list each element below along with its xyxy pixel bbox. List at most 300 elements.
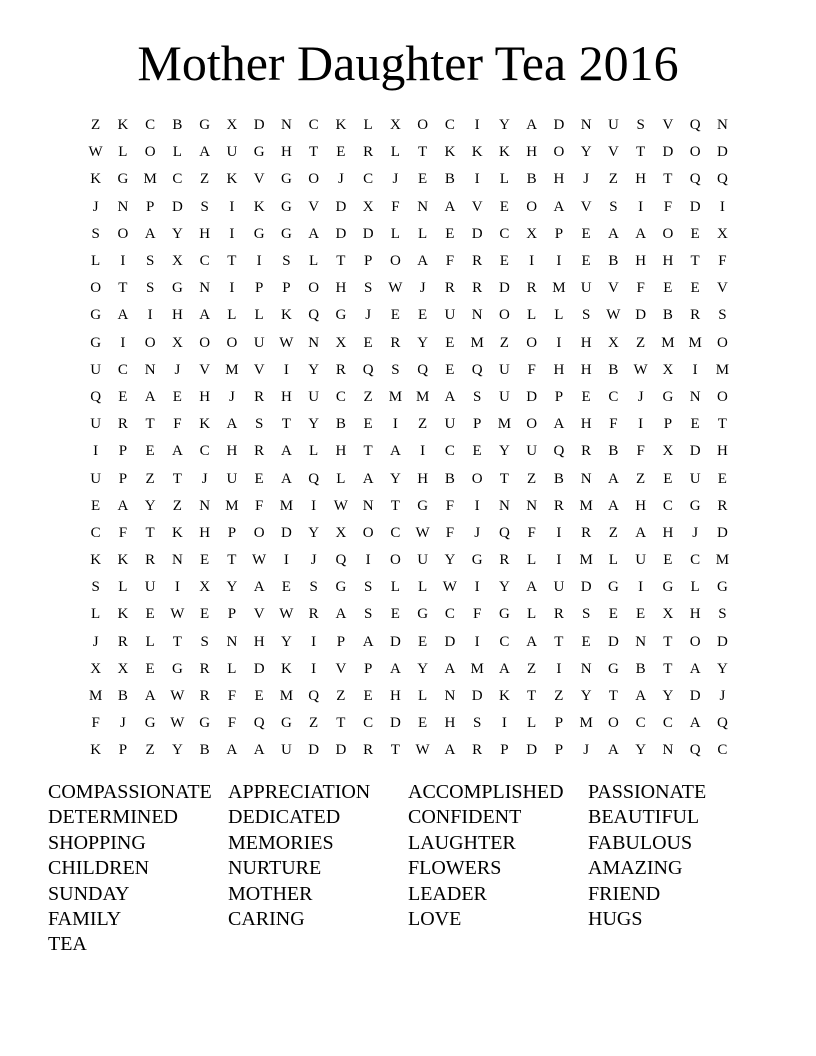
grid-letter: M xyxy=(661,334,675,351)
grid-letter: Q xyxy=(362,361,374,378)
grid-letter: D xyxy=(662,144,674,161)
grid-letter: J xyxy=(474,524,481,541)
grid-letter: R xyxy=(526,280,537,297)
grid-letter: J xyxy=(719,688,726,705)
grid-letter: L xyxy=(390,579,400,596)
grid-letter: I xyxy=(120,334,126,351)
grid-letter: U xyxy=(90,470,102,487)
grid-letter: D xyxy=(253,660,265,677)
grid-letter: Y xyxy=(498,579,510,596)
grid-letter: H xyxy=(662,524,674,541)
grid-letter: D xyxy=(444,633,456,650)
grid-letter: O xyxy=(226,334,238,351)
grid-letter: S xyxy=(609,198,618,215)
grid-letter: I xyxy=(311,497,317,514)
word-search-grid xyxy=(82,112,736,765)
grid-letter: H xyxy=(553,361,565,378)
grid-letter: E xyxy=(390,307,400,324)
grid-letter: I xyxy=(392,416,398,433)
grid-row xyxy=(82,330,736,357)
grid-letter: F xyxy=(227,688,237,705)
grid-letter: X xyxy=(716,225,728,242)
grid-letter: A xyxy=(526,633,538,650)
grid-letter: Z xyxy=(309,715,319,732)
grid-letter: X xyxy=(607,334,619,351)
grid-letter: W xyxy=(415,742,430,759)
grid-letter: R xyxy=(690,307,701,324)
grid-letter: W xyxy=(88,144,103,161)
grid-letter: E xyxy=(472,443,482,460)
grid-letter: D xyxy=(171,198,183,215)
grid-letter: B xyxy=(117,688,128,705)
grid-letter: H xyxy=(662,253,674,270)
grid-letter: O xyxy=(526,416,538,433)
grid-letter: T xyxy=(336,253,346,270)
grid-letter: M xyxy=(579,715,593,732)
grid-letter: R xyxy=(117,633,128,650)
grid-letter: F xyxy=(391,198,400,215)
grid-letter: A xyxy=(607,470,619,487)
grid-letter: T xyxy=(527,688,537,705)
grid-letter: C xyxy=(199,253,210,270)
grid-letter: O xyxy=(90,280,102,297)
grid-letter: P xyxy=(118,443,128,460)
grid-letter: L xyxy=(390,225,400,242)
grid-row xyxy=(82,465,736,492)
grid-letter: G xyxy=(662,388,674,405)
grid-letter: V xyxy=(253,606,265,623)
grid-letter: L xyxy=(309,443,319,460)
grid-letter: Q xyxy=(253,715,265,732)
grid-letter: O xyxy=(117,225,129,242)
grid-letter: C xyxy=(635,715,646,732)
grid-letter: L xyxy=(227,307,237,324)
grid-letter: U xyxy=(580,280,592,297)
grid-letter: E xyxy=(363,334,373,351)
grid-letter: C xyxy=(308,117,319,134)
grid-letter: N xyxy=(117,198,129,215)
grid-letter: H xyxy=(171,307,183,324)
grid-letter: T xyxy=(418,144,428,161)
grid-letter: P xyxy=(554,715,564,732)
word-list-item: CARING xyxy=(228,907,305,930)
grid-letter: P xyxy=(227,524,237,541)
grid-row xyxy=(82,547,736,574)
page-title: Mother Daughter Tea 2016 xyxy=(137,35,679,91)
grid-letter: L xyxy=(309,253,319,270)
grid-letter: I xyxy=(174,579,180,596)
grid-letter: T xyxy=(172,470,182,487)
grid-letter: H xyxy=(335,443,347,460)
grid-letter: W xyxy=(333,497,348,514)
word-list-item: COMPASSIONATE xyxy=(48,781,212,803)
grid-letter: C xyxy=(363,715,374,732)
grid-letter: H xyxy=(635,171,647,188)
grid-letter: O xyxy=(308,280,320,297)
grid-letter: M xyxy=(279,497,294,514)
grid-letter: J xyxy=(583,742,590,759)
grid-letter: M xyxy=(143,171,157,188)
grid-letter: I xyxy=(474,117,480,134)
grid-letter: B xyxy=(199,742,210,759)
grid-letter: I xyxy=(501,715,507,732)
grid-letter: T xyxy=(172,633,182,650)
grid-letter: O xyxy=(308,171,320,188)
grid-letter: K xyxy=(226,171,238,188)
grid-letter: G xyxy=(417,606,429,623)
word-list-item: BEAUTIFUL xyxy=(588,806,700,829)
grid-letter: A xyxy=(253,742,265,759)
grid-letter: J xyxy=(201,470,208,487)
grid-letter: A xyxy=(199,144,211,161)
word-list-item: FRIEND xyxy=(588,882,661,905)
grid-letter: S xyxy=(145,280,155,297)
grid-letter: E xyxy=(200,552,210,569)
grid-letter: O xyxy=(471,470,483,487)
grid-letter: A xyxy=(607,497,619,514)
grid-letter: V xyxy=(253,361,265,378)
grid-letter: C xyxy=(444,606,455,623)
grid-letter: S xyxy=(636,117,645,134)
grid-letter: C xyxy=(117,361,128,378)
grid-letter: O xyxy=(553,144,565,161)
grid-letter: E xyxy=(581,633,591,650)
grid-letter: E xyxy=(418,307,428,324)
grid-letter: R xyxy=(363,742,374,759)
grid-letter: E xyxy=(690,416,700,433)
grid-letter: Q xyxy=(689,171,701,188)
grid-letter: D xyxy=(335,198,347,215)
grid-letter: T xyxy=(663,171,673,188)
grid-letter: N xyxy=(716,117,728,134)
word-list-item: CHILDREN xyxy=(48,857,150,880)
grid-letter: P xyxy=(282,280,291,297)
grid-letter: N xyxy=(308,334,320,351)
grid-letter: M xyxy=(552,280,566,297)
grid-letter: G xyxy=(689,497,701,514)
word-list-item: MEMORIES xyxy=(228,831,334,854)
grid-letter: Q xyxy=(335,552,347,569)
grid-letter: Y xyxy=(716,660,728,677)
grid-letter: L xyxy=(390,144,400,161)
grid-letter: L xyxy=(418,579,428,596)
grid-letter: L xyxy=(418,688,428,705)
grid-letter: N xyxy=(444,688,456,705)
grid-letter: Z xyxy=(608,171,618,188)
grid-letter: F xyxy=(173,416,182,433)
grid-letter: I xyxy=(283,361,289,378)
grid-letter: U xyxy=(90,361,102,378)
grid-letter: D xyxy=(362,225,374,242)
grid-letter: H xyxy=(635,253,647,270)
grid-letter: T xyxy=(145,524,155,541)
grid-letter: I xyxy=(638,198,644,215)
grid-letter: G xyxy=(253,225,265,242)
grid-letter: X xyxy=(171,253,183,270)
grid-letter: I xyxy=(556,524,562,541)
grid-letter: V xyxy=(607,280,619,297)
grid-letter: Q xyxy=(689,117,701,134)
grid-letter: E xyxy=(200,606,210,623)
grid-letter: J xyxy=(92,633,99,650)
grid-letter: Q xyxy=(498,524,510,541)
grid-letter: M xyxy=(415,388,430,405)
grid-letter: S xyxy=(363,606,373,623)
grid-letter: B xyxy=(526,171,537,188)
grid-letter: Q xyxy=(308,688,320,705)
grid-letter: P xyxy=(363,253,373,270)
grid-letter: A xyxy=(444,742,456,759)
grid-letter: N xyxy=(199,280,211,297)
grid-letter: Q xyxy=(553,443,565,460)
grid-letter: C xyxy=(499,225,510,242)
grid-letter: O xyxy=(689,144,701,161)
grid-letter: O xyxy=(689,633,701,650)
grid-letter: M xyxy=(688,334,702,351)
grid-letter: Y xyxy=(580,688,592,705)
grid-letter: A xyxy=(526,117,538,134)
grid-letter: K xyxy=(117,606,129,623)
grid-row xyxy=(82,302,736,329)
grid-letter: U xyxy=(689,470,701,487)
grid-letter: B xyxy=(444,171,455,188)
word-list-item: DETERMINED xyxy=(48,806,178,829)
grid-letter: T xyxy=(554,633,564,650)
grid-letter: G xyxy=(199,117,211,134)
grid-letter: Z xyxy=(145,470,155,487)
grid-letter: I xyxy=(556,334,562,351)
grid-letter: K xyxy=(444,144,456,161)
grid-letter: I xyxy=(147,307,153,324)
grid-letter: M xyxy=(388,388,403,405)
grid-letter: S xyxy=(309,579,318,596)
grid-letter: H xyxy=(444,715,456,732)
grid-letter: Y xyxy=(280,633,292,650)
grid-letter: G xyxy=(607,660,619,677)
grid-letter: H xyxy=(199,388,211,405)
grid-letter: S xyxy=(200,633,209,650)
word-list-item: LAUGHTER xyxy=(408,831,516,854)
grid-letter: E xyxy=(418,633,428,650)
grid-letter: T xyxy=(309,144,319,161)
grid-letter: S xyxy=(91,579,100,596)
grid-letter: J xyxy=(119,715,126,732)
grid-letter: N xyxy=(280,117,292,134)
grid-letter: R xyxy=(581,443,592,460)
grid-letter: H xyxy=(580,416,592,433)
grid-letter: V xyxy=(308,198,320,215)
grid-letter: P xyxy=(254,280,264,297)
grid-letter: C xyxy=(90,524,101,541)
grid-letter: Z xyxy=(418,416,428,433)
grid-letter: C xyxy=(390,524,401,541)
grid-letter: D xyxy=(689,688,701,705)
grid-row xyxy=(82,166,736,193)
grid-letter: D xyxy=(308,742,320,759)
grid-letter: D xyxy=(526,388,538,405)
grid-letter: O xyxy=(662,225,674,242)
grid-letter: O xyxy=(526,198,538,215)
grid-letter: P xyxy=(336,633,346,650)
grid-letter: Z xyxy=(636,470,646,487)
grid-letter: O xyxy=(716,334,728,351)
grid-letter: T xyxy=(227,552,237,569)
grid-letter: U xyxy=(280,742,292,759)
grid-letter: M xyxy=(470,334,484,351)
grid-letter: P xyxy=(145,198,155,215)
grid-letter: N xyxy=(171,552,183,569)
grid-letter: Q xyxy=(716,171,728,188)
grid-letter: F xyxy=(118,524,128,541)
grid-letter: H xyxy=(580,334,592,351)
grid-letter: E xyxy=(581,253,591,270)
grid-row xyxy=(82,139,736,166)
grid-letter: I xyxy=(474,633,480,650)
grid-letter: P xyxy=(118,470,128,487)
grid-letter: D xyxy=(389,633,401,650)
grid-letter: P xyxy=(554,742,564,759)
word-list-item: ACCOMPLISHED xyxy=(408,781,564,803)
grid-letter: I xyxy=(719,198,725,215)
grid-letter: B xyxy=(444,470,455,487)
grid-letter: B xyxy=(172,117,183,134)
grid-letter: A xyxy=(607,742,619,759)
grid-letter: R xyxy=(308,606,319,623)
grid-letter: A xyxy=(553,198,565,215)
grid-letter: I xyxy=(311,633,317,650)
grid-letter: G xyxy=(199,715,211,732)
word-list-item: PASSIONATE xyxy=(588,781,707,803)
grid-letter: D xyxy=(471,688,483,705)
grid-letter: C xyxy=(608,388,619,405)
grid-letter: H xyxy=(280,388,292,405)
grid-letter: D xyxy=(526,742,538,759)
word-list-item: TEA xyxy=(48,933,87,956)
grid-letter: U xyxy=(635,552,647,569)
grid-letter: W xyxy=(170,715,185,732)
grid-letter: F xyxy=(636,443,645,460)
grid-letter: L xyxy=(227,660,237,677)
grid-letter: A xyxy=(117,497,129,514)
grid-letter: I xyxy=(638,579,644,596)
grid-letter: K xyxy=(171,524,183,541)
grid-letter: X xyxy=(662,606,674,623)
grid-letter: E xyxy=(172,388,182,405)
grid-letter: J xyxy=(337,171,344,188)
grid-letter: R xyxy=(444,280,455,297)
grid-letter: A xyxy=(389,660,401,677)
grid-letter: A xyxy=(226,742,238,759)
grid-letter: R xyxy=(717,497,728,514)
grid-letter: E xyxy=(499,198,509,215)
grid-letter: L xyxy=(336,470,346,487)
grid-row xyxy=(82,601,736,628)
grid-letter: U xyxy=(144,579,156,596)
grid-row xyxy=(82,357,736,384)
grid-letter: Q xyxy=(308,307,320,324)
grid-letter: J xyxy=(310,552,317,569)
grid-letter: T xyxy=(499,470,509,487)
grid-letter: U xyxy=(444,307,456,324)
grid-letter: G xyxy=(253,144,265,161)
grid-letter: U xyxy=(526,443,538,460)
grid-letter: H xyxy=(689,606,701,623)
grid-letter: D xyxy=(553,117,565,134)
grid-letter: D xyxy=(280,524,292,541)
grid-letter: C xyxy=(717,742,728,759)
grid-letter: Y xyxy=(144,497,156,514)
grid-letter: X xyxy=(662,361,674,378)
grid-letter: G xyxy=(280,198,292,215)
word-list-item: MOTHER xyxy=(228,882,313,905)
grid-letter: H xyxy=(335,280,347,297)
grid-letter: X xyxy=(335,334,347,351)
grid-letter: D xyxy=(498,280,510,297)
grid-letter: S xyxy=(391,361,400,378)
grid-letter: C xyxy=(499,633,510,650)
grid-letter: Z xyxy=(527,660,537,677)
grid-letter: A xyxy=(144,388,156,405)
grid-letter: A xyxy=(280,443,292,460)
grid-letter: O xyxy=(144,144,156,161)
grid-letter: A xyxy=(444,660,456,677)
grid-letter: U xyxy=(417,552,429,569)
grid-letter: E xyxy=(717,470,727,487)
grid-letter: W xyxy=(415,524,430,541)
grid-letter: G xyxy=(280,171,292,188)
grid-letter: J xyxy=(228,388,235,405)
grid-letter: M xyxy=(225,361,239,378)
grid-letter: F xyxy=(718,253,727,270)
grid-letter: I xyxy=(365,552,371,569)
grid-letter: E xyxy=(581,388,591,405)
grid-letter: C xyxy=(662,497,673,514)
grid-letter: I xyxy=(420,443,426,460)
grid-letter: A xyxy=(635,225,647,242)
grid-letter: V xyxy=(716,280,728,297)
grid-letter: S xyxy=(91,225,100,242)
grid-letter: U xyxy=(253,334,265,351)
grid-letter: R xyxy=(472,253,483,270)
grid-letter: I xyxy=(93,443,99,460)
grid-letter: O xyxy=(389,552,401,569)
grid-letter: G xyxy=(716,579,728,596)
grid-letter: V xyxy=(335,660,347,677)
word-list-item: DEDICATED xyxy=(228,806,341,829)
grid-letter: R xyxy=(254,388,265,405)
grid-letter: F xyxy=(663,198,673,215)
grid-letter: L xyxy=(499,171,509,188)
grid-letter: R xyxy=(335,361,346,378)
grid-letter: N xyxy=(580,660,592,677)
grid-letter: O xyxy=(498,307,510,324)
grid-letter: F xyxy=(609,416,618,433)
grid-letter: L xyxy=(145,633,155,650)
grid-letter: G xyxy=(417,497,429,514)
grid-letter: J xyxy=(419,280,426,297)
grid-letter: Y xyxy=(308,416,320,433)
grid-letter: F xyxy=(527,524,536,541)
grid-letter: L xyxy=(554,307,564,324)
grid-letter: Z xyxy=(145,742,155,759)
grid-letter: E xyxy=(445,225,455,242)
word-list-item: HUGS xyxy=(588,907,643,930)
grid-letter: Y xyxy=(308,361,320,378)
grid-letter: U xyxy=(607,117,619,134)
grid-letter: G xyxy=(117,171,129,188)
grid-letter: D xyxy=(635,307,647,324)
grid-letter: A xyxy=(280,470,292,487)
